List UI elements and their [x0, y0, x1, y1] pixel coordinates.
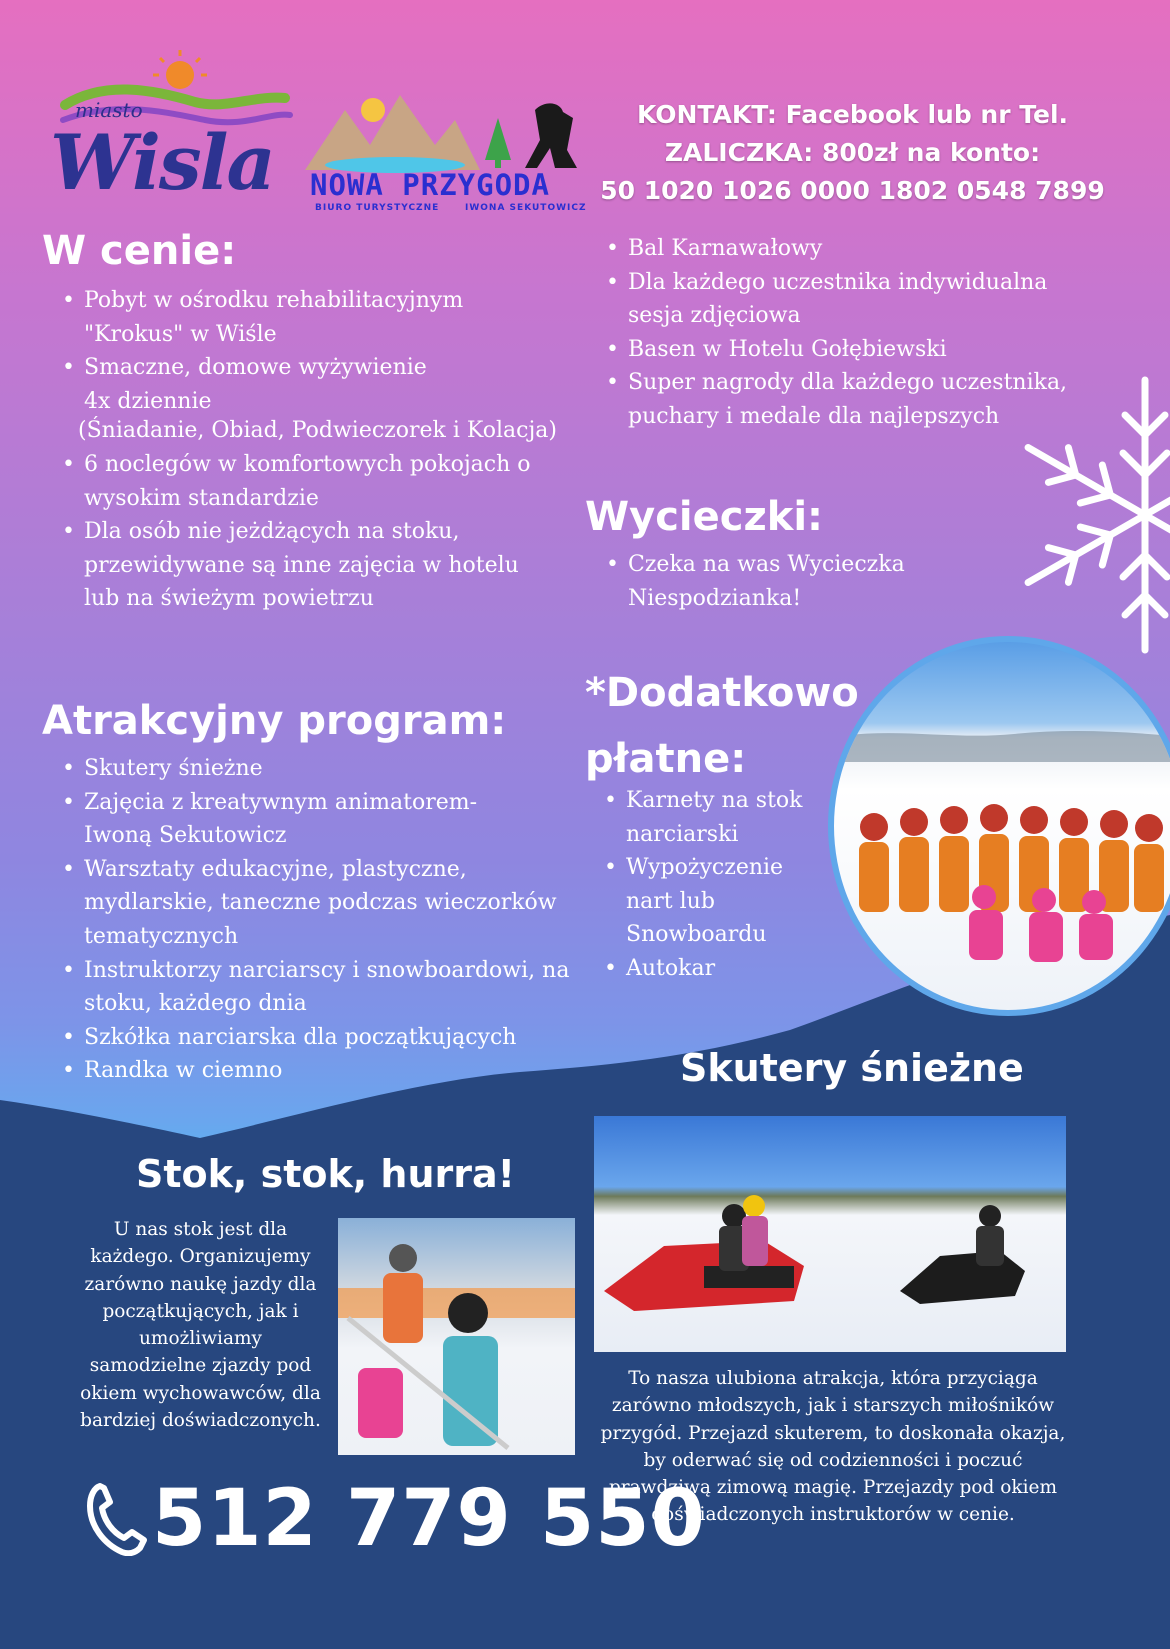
- wycieczki-list: [604, 548, 934, 615]
- snowmobile-photo-1: [594, 1116, 830, 1352]
- wisla-logo-big-text: Wisla: [50, 118, 274, 207]
- snowmobile-illustration: [830, 1116, 1066, 1352]
- dodatkowo-list: [602, 784, 812, 986]
- dodatkowo-heading-line1: *Dodatkowo: [585, 670, 859, 716]
- program-list: [60, 752, 600, 1088]
- w-cenie-list: [60, 284, 580, 418]
- contact-block: [600, 96, 1105, 210]
- list-item: • Autokar: [602, 952, 812, 986]
- w-cenie-list-continued: [60, 448, 540, 616]
- wisla-logo-small-text: miasto: [75, 98, 143, 122]
- phone-number[interactable]: 512 779 550: [152, 1474, 706, 1564]
- contact-line: KONTAKT: Facebook lub nr Tel.: [636, 100, 1069, 129]
- list-item: • Skutery śnieżne: [60, 752, 600, 786]
- list-item: • Czeka na was Wycieczka Niespodzianka!: [604, 548, 934, 615]
- stok-heading: Stok, stok, hurra!: [136, 1152, 515, 1196]
- group-photo-illustration: [834, 642, 1170, 1016]
- mountains-graphic: [305, 90, 605, 180]
- list-item: • Pobyt w ośrodku rehabilitacyjnym "Krokus" w Wiśle: [60, 284, 484, 351]
- list-item: • Zajęcia z kreatywnym animatorem- Iwoną Sekutowicz: [60, 786, 524, 853]
- skutery-heading: Skutery śnieżne: [680, 1046, 1024, 1090]
- meals-note: (Śniadanie, Obiad, Podwieczorek i Kolacja): [78, 418, 557, 443]
- list-item: • Randka w ciemno: [60, 1054, 600, 1088]
- agency-subtitle-right: IWONA SEKUTOWICZ: [465, 203, 587, 213]
- dodatkowo-heading: [585, 660, 859, 792]
- list-item: • Smaczne, domowe wyżywienie 4x dziennie: [60, 351, 454, 418]
- list-item: • Dla każdego uczestnika indywidualna sesja zdjęciowa: [604, 266, 1104, 333]
- ski-kids-illustration: [338, 1218, 575, 1455]
- deposit-line: ZALICZKA: 800zł na konto:: [664, 138, 1041, 167]
- extras-list: [604, 232, 1104, 434]
- agency-subtitle-left: BIURO TURYSTYCZNE: [315, 203, 440, 213]
- program-heading: Atrakcyjny program:: [42, 698, 507, 744]
- ski-kids-photo: [338, 1218, 575, 1455]
- snowmobile-photo-2: [830, 1116, 1066, 1352]
- list-item: • Warsztaty edukacyjne, plastyczne, mydlarskie, taneczne podczas wieczorków tematycznych: [60, 853, 594, 954]
- snowmobile-illustration: [594, 1116, 830, 1352]
- wycieczki-heading: Wycieczki:: [585, 494, 824, 540]
- list-item: • Szkółka narciarska dla początkujących: [60, 1021, 600, 1055]
- list-item: • Super nagrody dla każdego uczestnika, puchary i medale dla najlepszych: [604, 366, 1104, 433]
- group-photo: [828, 636, 1170, 1016]
- list-item: • Wypożyczenie nart lub Snowboardu: [602, 851, 812, 952]
- account-number[interactable]: 50 1020 1026 0000 1802 0548 7899: [600, 176, 1105, 205]
- w-cenie-heading: W cenie:: [42, 228, 237, 274]
- stok-description: U nas stok jest dla każdego. Organizujemy zarówno naukę jazdy dla początkujących, jak i umożliwiamy samodzielne zjazdy pod okiem wychowawców, dla bardziej doświadczonych.: [80, 1219, 321, 1432]
- list-item: • Bal Karnawałowy: [604, 232, 1104, 266]
- agency-name: NOWA PRZYGODA: [310, 168, 550, 202]
- list-item: • Basen w Hotelu Gołębiewski: [604, 333, 1104, 367]
- list-item: • Dla osób nie jeżdżących na stoku, przewidywane są inne zajęcia w hotelu lub na świeżym powietrzu: [60, 515, 540, 616]
- nowa-przygoda-logo: [305, 90, 605, 220]
- list-item: • Karnety na stok narciarski: [602, 784, 812, 851]
- wisla-logo: [45, 40, 305, 220]
- list-item: • 6 noclegów w komfortowych pokojach o wysokim standardzie: [60, 448, 540, 515]
- skutery-description: To nasza ulubiona atrakcja, która przyciąga zarówno młodszych, jak i starszych miłośników przygód. Przejazd skuterem, to doskonała okazja, by oderwać się od codzienności i poczuć prawdziwą zimową magię. Przejazdy pod okiem doświadczonych instruktorów w cenie.: [600, 1368, 1066, 1526]
- list-item: • Instruktorzy narciarscy i snowboardowi, na stoku, każdego dnia: [60, 954, 580, 1021]
- dodatkowo-heading-line2: płatne:: [585, 736, 747, 782]
- phone-icon: [86, 1482, 148, 1556]
